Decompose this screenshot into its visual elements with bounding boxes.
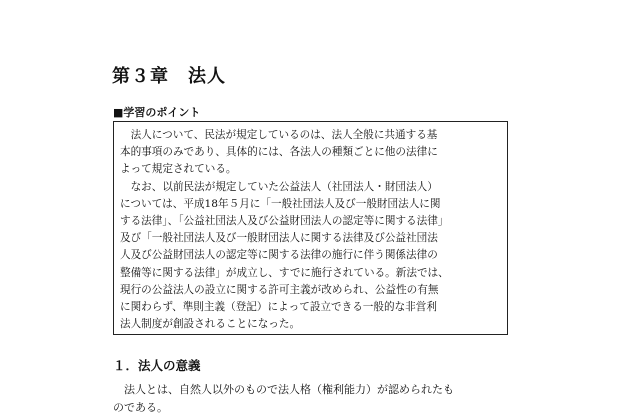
body-line: 法人とは、自然人以外のもので法人格（権利能力）が認められたも — [113, 383, 454, 396]
learning-points-line: 法人について、民法が規定しているのは、法人全般に共通する基 — [120, 129, 438, 141]
section-body — [113, 381, 513, 417]
learning-points-line: 法人制度が創設されることになった。 — [120, 318, 301, 331]
section-heading: １．法人の意義 — [113, 358, 201, 373]
learning-points-line: 本的事項のみであり、具体的には、各法人の種類ごとに他の法律に — [120, 146, 438, 159]
learning-points-line: なお、以前民法が規定していた公益法人（社団法人・財団法人） — [120, 180, 438, 193]
body-line: のである。 — [113, 401, 168, 414]
chapter-title: 第３章 法人 — [112, 66, 226, 87]
learning-points-line: 整備等に関する法律」が成立し、すでに施行されている。新法では、 — [120, 266, 449, 279]
learning-points-line: については、平成18年５月に「一般社団法人及び一般財団法人に関 — [120, 197, 441, 210]
learning-points-heading: ■学習のポイント — [113, 106, 201, 119]
learning-points-line: 及び「一般社団法人及び一般財団法人に関する法律及び公益社団法 — [120, 232, 438, 245]
learning-points-line: よって規定されている。 — [120, 163, 237, 176]
learning-points-line: 現行の公益法人の設立に関する許可主義が改められ、公益性の有無 — [120, 283, 439, 296]
learning-points-box — [113, 121, 508, 335]
learning-points-line: する法律」、「公益社団法人及び公益財団法人の認定等に関する法律」 — [120, 214, 449, 227]
learning-points-line: に関わらず、準則主義（登記）によって設立できる一般的な非営利 — [120, 300, 437, 313]
learning-points-line: 人及び公益財団法人の認定等に関する法律の施行に伴う関係法律の — [120, 249, 438, 262]
